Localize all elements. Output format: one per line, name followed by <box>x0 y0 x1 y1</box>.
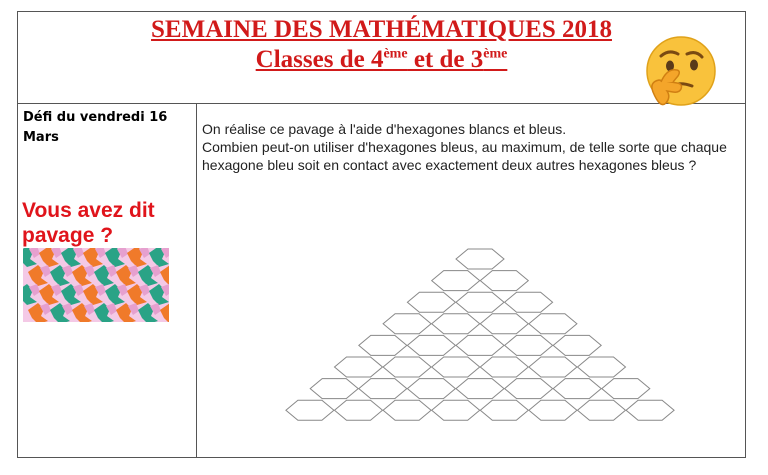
statement-line1: On réalise ce pavage à l'aide d'hexagones blancs et bleus. <box>202 121 567 137</box>
subtitle-part1: Classes de 4 <box>255 46 384 73</box>
hexagon-cell <box>310 379 358 399</box>
hexagon-cell <box>432 271 480 291</box>
hexagon-cell <box>286 400 334 420</box>
hexagon-cell <box>359 379 407 399</box>
hexagon-cell <box>480 357 528 377</box>
hexagon-cell <box>505 335 553 355</box>
hexagon-cell <box>359 335 407 355</box>
hexagon-cell <box>505 292 553 312</box>
left-column <box>18 104 196 458</box>
hexagon-cell <box>383 357 431 377</box>
statement-line2: Combien peut-on utiliser d'hexagones bleus, au maximum, de telle sorte que chaque hexagone bleu soit en contact avec exactement deux autres hexagones bleus ? <box>202 139 727 173</box>
hexagon-cell <box>529 400 577 420</box>
hexagon-cell <box>505 379 553 399</box>
hexagon-cell <box>407 335 455 355</box>
pavage-question: Vous avez dit pavage ? <box>22 199 155 247</box>
hexagon-cell <box>602 379 650 399</box>
hexagon-cell <box>578 357 626 377</box>
hexagon-cell <box>383 400 431 420</box>
hexagon-cell <box>335 357 383 377</box>
page-title: SEMAINE DES MATHÉMATIQUES 2018 <box>151 16 612 43</box>
thinking-face-icon <box>639 34 725 112</box>
hexagon-cell <box>335 400 383 420</box>
hexagon-cell <box>407 379 455 399</box>
hexagon-cell <box>456 379 504 399</box>
hexagon-cell <box>553 379 601 399</box>
hexagon-cell <box>480 271 528 291</box>
hexagon-cell <box>578 400 626 420</box>
tessellation-image <box>23 248 169 322</box>
subtitle-sup1: ème <box>383 46 408 62</box>
hexagon-cell <box>432 400 480 420</box>
hexagon-cell <box>407 292 455 312</box>
subtitle-sup2: ème <box>483 46 508 62</box>
hexagon-cell <box>529 314 577 334</box>
hexagon-cell <box>456 335 504 355</box>
hexagon-cell <box>432 314 480 334</box>
subtitle-part2: et de 3 <box>407 46 484 73</box>
hexagon-cell <box>553 335 601 355</box>
defi-label: Défi du vendredi 16 Mars <box>23 110 168 145</box>
worksheet <box>17 11 746 458</box>
hexagon-cell <box>383 314 431 334</box>
title-block <box>18 12 745 104</box>
hexagon-pyramid <box>197 104 745 458</box>
hexagon-cell <box>626 400 674 420</box>
hexagon-cell <box>529 357 577 377</box>
hexagon-cell <box>480 314 528 334</box>
hexagon-cell <box>480 400 528 420</box>
hexagon-cell <box>456 249 504 269</box>
right-column <box>197 104 745 458</box>
hexagon-cell <box>456 292 504 312</box>
page-subtitle <box>18 46 745 74</box>
hexagon-cell <box>432 357 480 377</box>
